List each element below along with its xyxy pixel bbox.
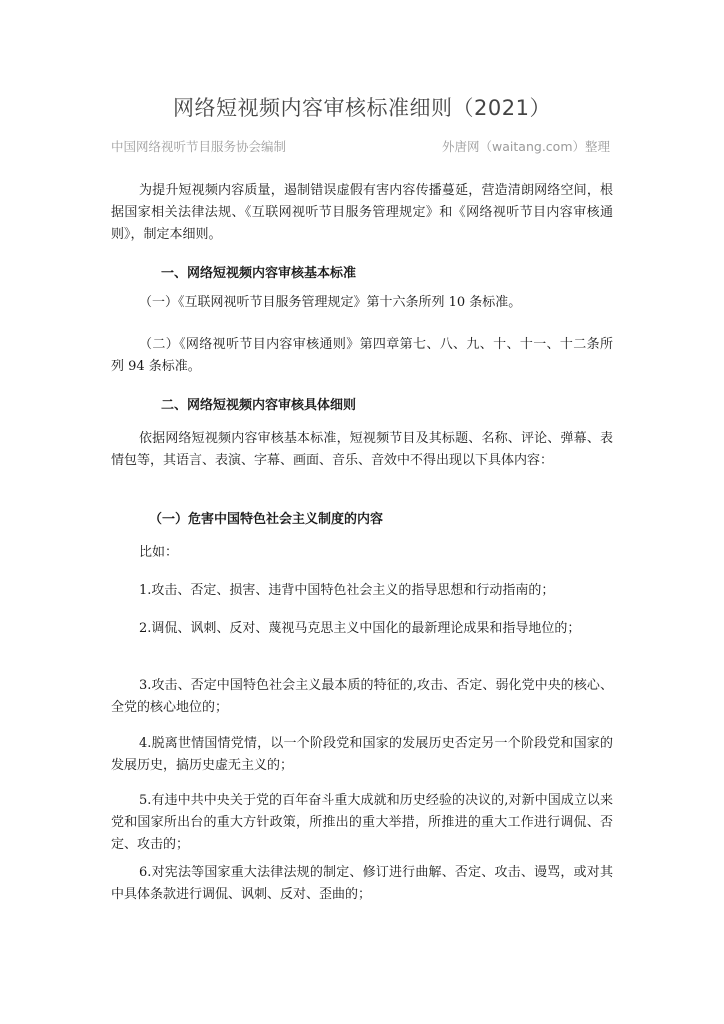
section1-item2: （二）《网络视听节目内容审核通则》第四章第七、八、九、十、十一、十二条所列 94 条标准。	[111, 337, 613, 374]
list-item: 5.有违中共中央关于党的百年奋斗重大成就和历史经验的决议的,对新中国成立以来党和国家所出台的重大方针政策，所推出的重大举措，所推进的重大工作进行调侃、否定、攻击的；	[111, 793, 613, 852]
section2-intro: 依据网络短视频内容审核基本标准，短视频节目及其标题、名称、评论、弹幕、表情包等，其语言、表演、字幕、画面、音乐、音效中不得出现以下具体内容：	[111, 431, 613, 468]
example-label: 比如：	[139, 545, 179, 560]
section1-item1: （一）《互联网视听节目服务管理规定》第十六条所列 10 条标准。	[139, 295, 522, 310]
list-item: 1.攻击、否定、损害、违背中国特色社会主义的指导思想和行动指南的；	[139, 583, 555, 598]
document-title: 网络短视频内容审核标准细则（2021）	[173, 96, 551, 120]
intro-paragraph: 为提升短视频内容质量，遏制错误虚假有害内容传播蔓延，营造清朗网络空间，根据国家相关法律法规、《互联网视听节目服务管理规定》和《网络视听节目内容审核通则》，制定本细则。	[111, 183, 613, 242]
list-item: 2.调侃、讽刺、反对、蔑视马克思主义中国化的最新理论成果和指导地位的；	[139, 621, 581, 636]
section1-heading: 一、网络短视频内容审核基本标准	[161, 266, 357, 281]
compiler-credit: 中国网络视听节目服务协会编制	[111, 139, 287, 154]
list-item: 4.脱离世情国情党情，以一个阶段党和国家的发展历史否定另一个阶段党和国家的发展历史，搞历史虚无主义的；	[111, 736, 613, 773]
organizer-credit: 外唐网（waitang.com）整理	[442, 139, 610, 154]
list-item: 3.攻击、否定中国特色社会主义最本质的特征的,攻击、否定、弱化党中央的核心、全党的核心地位的；	[111, 678, 613, 715]
section2-heading: 二、网络短视频内容审核具体细则	[161, 398, 357, 413]
list-item: 6.对宪法等国家重大法律法规的制定、修订进行曲解、否定、攻击、谩骂，或对其中具体条款进行调侃、讽刺、反对、歪曲的；	[111, 865, 613, 902]
sub1-heading: （一）危害中国特色社会主义制度的内容	[149, 512, 384, 527]
